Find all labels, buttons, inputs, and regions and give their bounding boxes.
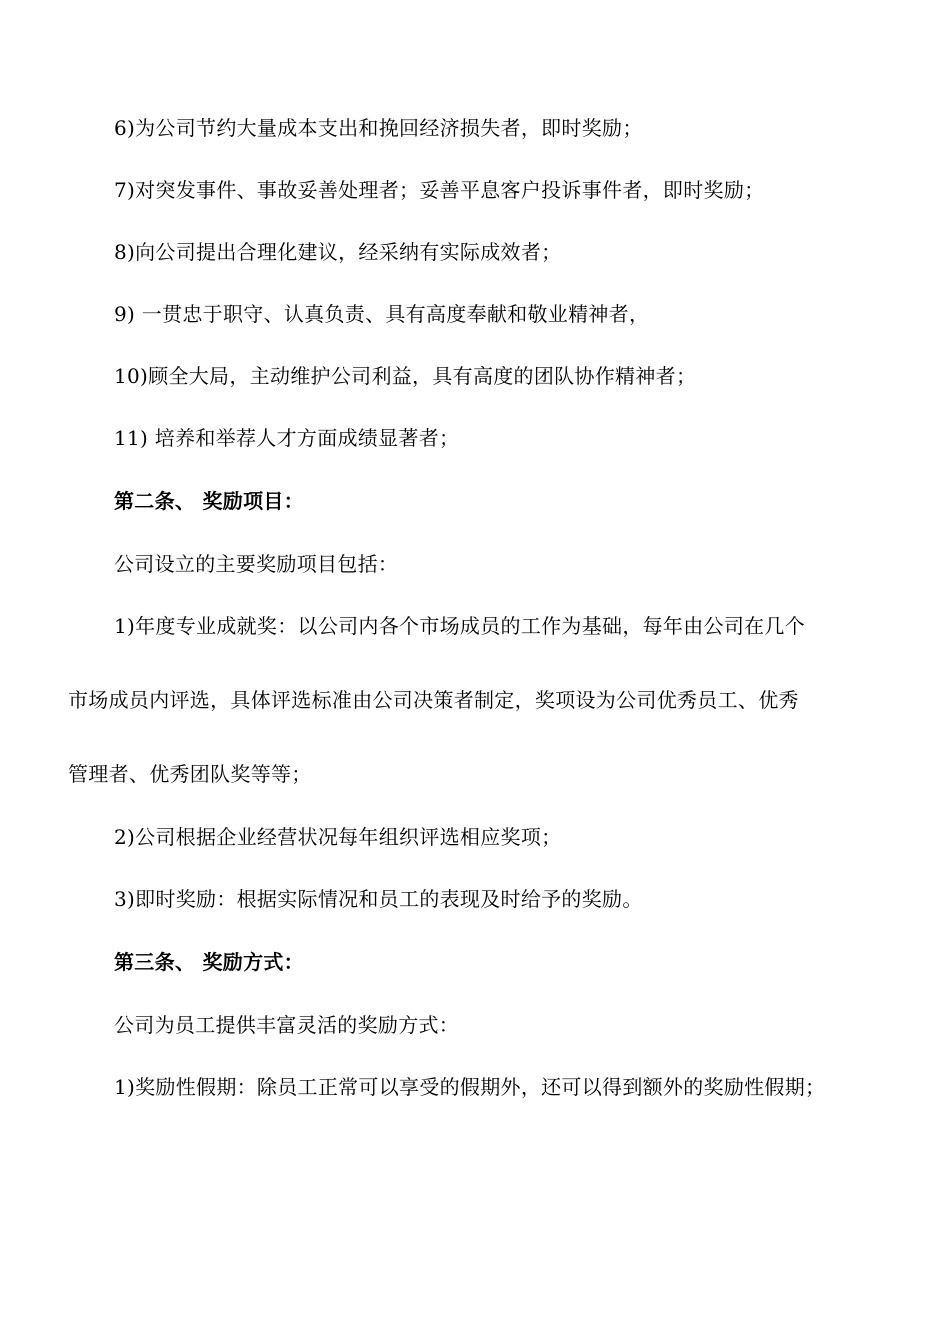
section-intro-2: 公司设立的主要奖励项目包括：: [114, 552, 399, 576]
paragraph-item-11: 11) 培养和举荐人才方面成绩显著者；: [114, 426, 460, 450]
award-item-1-line-1: 1)年度专业成就奖：以公司内各个市场成员的工作为基础，每年由公司在几个: [114, 614, 806, 638]
paragraph-item-8: 8)向公司提出合理化建议，经采纳有实际成效者；: [114, 240, 562, 264]
paragraph-item-10: 10)顾全大局，主动维护公司利益，具有高度的团队协作精神者；: [114, 364, 697, 388]
paragraph-item-6: 6)为公司节约大量成本支出和挽回经济损失者，即时奖励；: [114, 116, 643, 140]
paragraph-item-9: 9) 一贯忠于职守、认真负责、具有高度奉献和敬业精神者，: [114, 302, 650, 326]
award-item-1-line-3: 管理者、优秀团队奖等等；: [68, 762, 312, 786]
paragraph-item-7: 7)对突发事件、事故妥善处理者；妥善平息客户投诉事件者，即时奖励；: [114, 178, 765, 202]
section-intro-3: 公司为员工提供丰富灵活的奖励方式：: [114, 1013, 460, 1037]
award-item-1-line-2: 市场成员内评选，具体评选标准由公司决策者制定，奖项设为公司优秀员工、优秀: [68, 688, 799, 712]
section-heading-2: 第二条、 奖励项目：: [114, 489, 304, 513]
award-item-2: 2)公司根据企业经营状况每年组织评选相应奖项；: [114, 825, 562, 849]
section-heading-3: 第三条、 奖励方式：: [114, 950, 304, 974]
award-item-3: 3)即时奖励：根据实际情况和员工的表现及时给予的奖励。: [114, 887, 643, 911]
reward-method-1: 1)奖励性假期：除员工正常可以享受的假期外，还可以得到额外的奖励性假期；: [114, 1075, 826, 1099]
